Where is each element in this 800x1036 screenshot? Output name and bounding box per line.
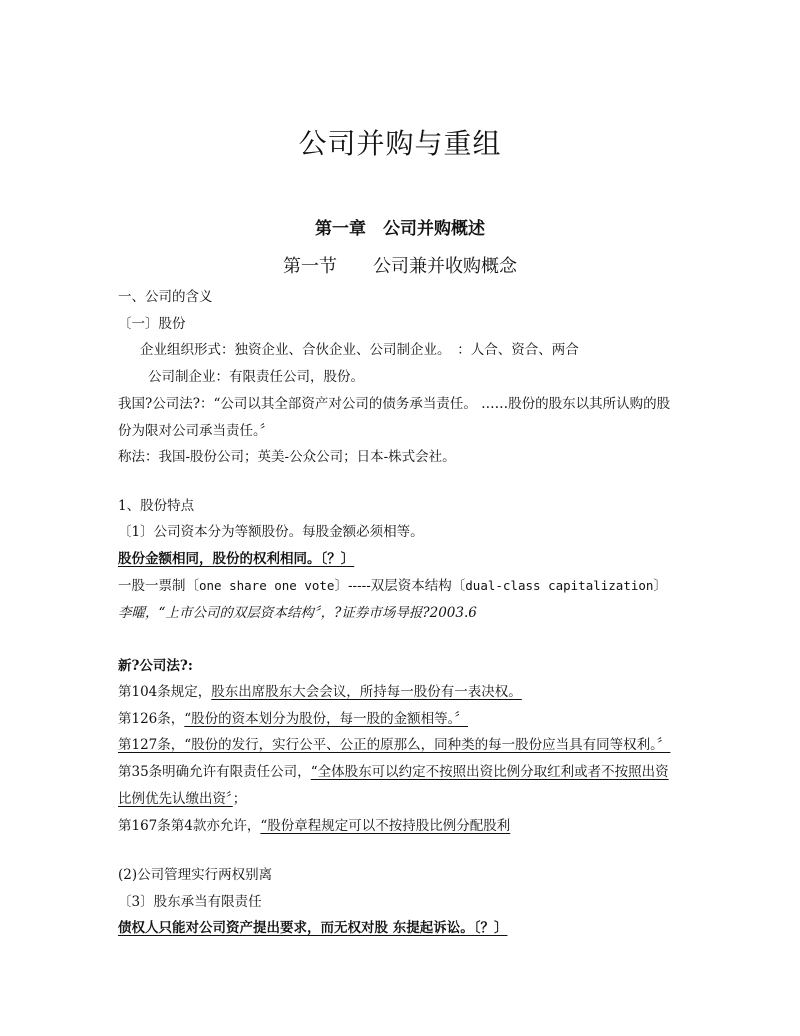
article-35-line2 <box>118 790 246 808</box>
text-segment: ； <box>232 791 247 807</box>
heading-share-features: 1、股份特点 <box>118 498 195 514</box>
bold-creditor-claims: 债权人只能对公司资产提出要求，而无权对股 东提起诉讼。〔？〕 <box>118 920 508 936</box>
heading-new-company-law: 新?公司法?: <box>118 658 193 674</box>
paragraph-company-law-1: 我国?公司法?：“公司以其全部资产对公司的债务承当责任。 ……股份的股东以其所认购的股 <box>118 396 671 412</box>
article-35-line1 <box>118 763 669 781</box>
item-limited-liability: 〔3〕股东承当有限责任 <box>118 894 262 910</box>
article-167 <box>118 817 510 835</box>
text-segment: 〕 <box>653 578 667 594</box>
paragraph-one-share-one-vote <box>118 577 667 595</box>
english-term: dual-class capitalization <box>465 578 654 593</box>
text-segment: 〕-----双层资本结构〔 <box>334 578 466 594</box>
english-term: one share one vote <box>199 578 335 593</box>
article-label: 第167条第4款亦允许， <box>118 818 261 834</box>
article-label: 第35条明确允许有限责任公司， <box>118 764 311 780</box>
article-text: 股东出席股东大会会议，所持每一股份有一表决权。 <box>211 684 522 700</box>
paragraph-org-forms: 企业组织形式：独资企业、合伙企业、公司制企业。 ：人合、资合、两合 <box>140 342 579 358</box>
heading-company-meaning: 一、公司的含义 <box>118 289 213 305</box>
article-126 <box>118 710 468 728</box>
document-title: 公司并购与重组 <box>298 127 502 160</box>
article-label: 第104条规定， <box>118 684 212 700</box>
article-text: “股份的资本划分为股份，每一股的金额相等。〞 <box>184 711 468 727</box>
paragraph-company-enterprise: 公司制企业：有限责任公司，股份。 <box>148 369 364 385</box>
item-equal-shares: 〔1〕公司资本分为等额股份。每股金额必须相等。 <box>118 524 424 540</box>
article-text: 比例优先认缴出资〞 <box>118 791 233 807</box>
item-separation: (2)公司管理实行两权别离 <box>118 867 273 883</box>
paragraph-company-law-2: 份为限对公司承当责任。〞 <box>118 423 274 439</box>
article-127: 第127条，“股份的发行，实行公平、公正的原那么，同种类的每一股份应当具有同等权利。〞 <box>118 737 671 753</box>
article-text: “股份章程规定可以不按持股比例分配股利 <box>260 818 511 834</box>
article-104 <box>118 683 522 701</box>
article-text: “全体股东可以约定不按照出资比例分取红利或者不按照出资 <box>310 764 669 780</box>
article-label: 第126条， <box>118 711 185 727</box>
subheading-shares: 〔一〕股份 <box>118 316 186 332</box>
chapter-heading: 第一章 公司并购概述 <box>315 219 485 239</box>
text-segment: 一股一票制〔 <box>118 578 199 594</box>
section-heading: 第一节 公司兼并收购概念 <box>283 256 517 277</box>
bold-equal-rights: 股份金额相同，股份的权利相同。〔？〕 <box>118 551 355 567</box>
paragraph-naming: 称法：我国-股份公司；英美-公众公司；日本-株式会社。 <box>118 449 456 465</box>
citation-li-yao: 李曜，“上市公司的双层资本结构〞，?证券市场导报?2003.6 <box>118 605 477 621</box>
